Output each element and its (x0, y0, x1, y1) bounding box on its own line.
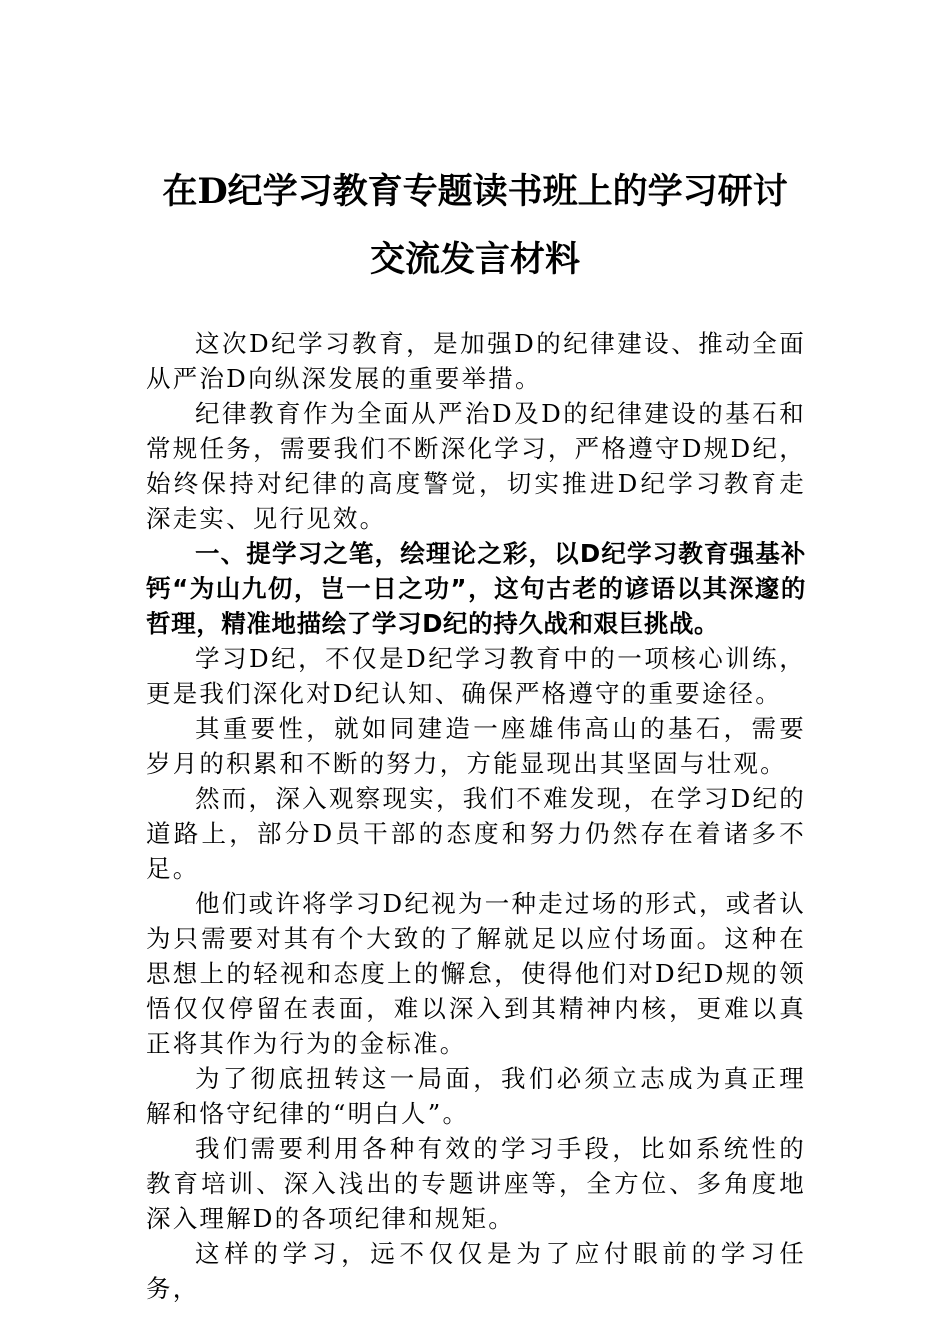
paragraph: 学习D纪，不仅是D纪学习教育中的一项核心训练，更是我们深化对D纪认知、确保严格遵守的重要途径。 (146, 644, 806, 708)
paragraph: 其重要性，就如同建造一座雄伟高山的基石，需要岁月的积累和不断的努力，方能显现出其坚固与壮观。 (146, 714, 806, 778)
paragraph: 然而，深入观察现实，我们不难发现，在学习D纪的道路上，部分D员干部的态度和努力仍然存在着诸多不足。 (146, 784, 806, 883)
document-title-line-1: 在D纪学习教育专题读书班上的学习研讨 (162, 171, 788, 212)
section-heading-paragraph: 一、提学习之笔，绘理论之彩，以D纪学习教育强基补钙“为山九仞，岂一日之功”，这句古老的谚语以其深邃的哲理，精准地描绘了学习D纪的持久战和艰巨挑战。 (146, 539, 806, 638)
paragraph: 这样的学习，远不仅仅是为了应付眼前的学习任务， (146, 1239, 806, 1303)
paragraph: 为了彻底扭转这一局面，我们必须立志成为真正理解和恪守纪律的“明白人”。 (146, 1064, 806, 1128)
document-title-line-2: 交流发言材料 (369, 239, 580, 280)
paragraph: 我们需要利用各种有效的学习手段，比如系统性的教育培训、深入浅出的专题讲座等，全方位、多角度地深入理解D的各项纪律和规矩。 (146, 1134, 806, 1233)
paragraph: 纪律教育作为全面从严治D及D的纪律建设的基石和常规任务，需要我们不断深化学习，严格遵守D规D纪，始终保持对纪律的高度警觉，切实推进D纪学习教育走深走实、见行见效。 (146, 399, 806, 533)
document-body (146, 326, 806, 1306)
paragraph: 他们或许将学习D纪视为一种走过场的形式，或者认为只需要对其有个大致的了解就足以应付场面。这种在思想上的轻视和态度上的懈怠，使得他们对D纪D规的领悟仅仅停留在表面，难以深入到其精神内核，更难以真正将其作为行为的金标准。 (146, 889, 806, 1058)
paragraph: 这次D纪学习教育，是加强D的纪律建设、推动全面从严治D向纵深发展的重要举措。 (146, 329, 806, 393)
